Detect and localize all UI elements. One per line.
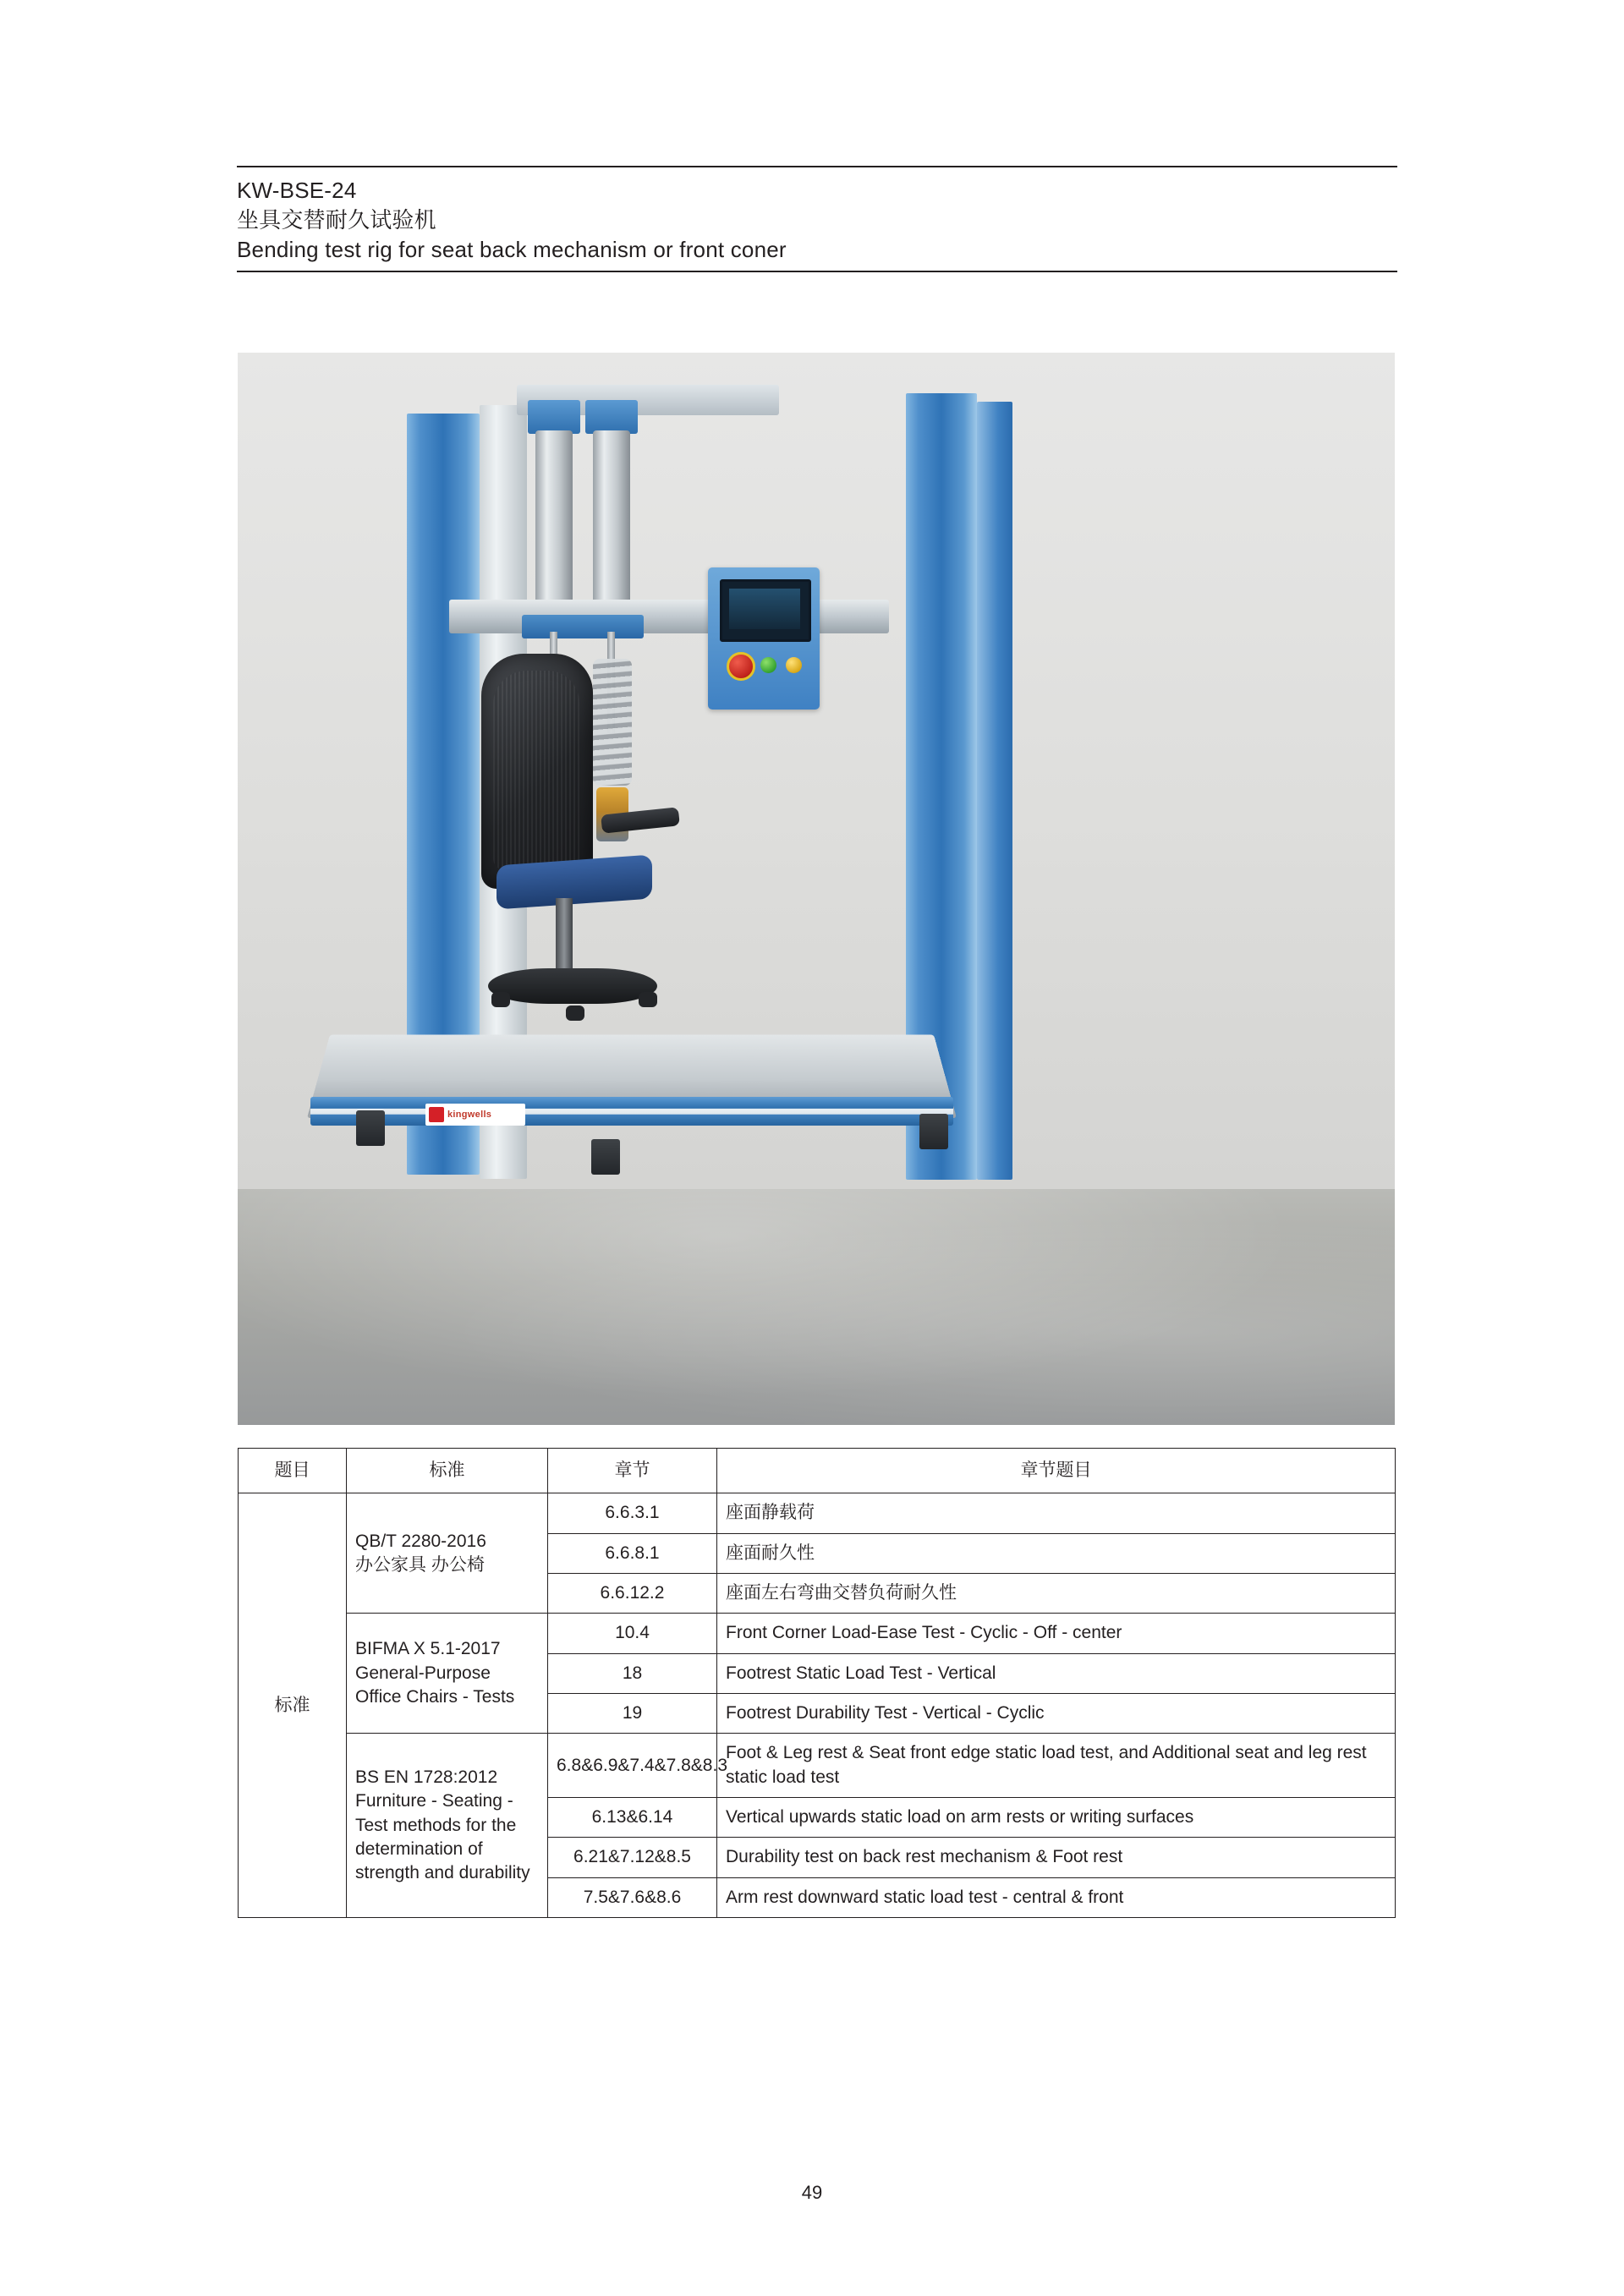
clause-number: 6.6.3.1 (548, 1493, 717, 1533)
test-chair-base (488, 968, 657, 1004)
clause-title: 座面左右弯曲交替负荷耐久性 (717, 1574, 1396, 1614)
row-label-standard: 标准 (239, 1493, 347, 1918)
chair-caster (491, 992, 510, 1007)
clause-title: Vertical upwards static load on arm rests or writing surfaces (717, 1798, 1396, 1838)
table-row (239, 1614, 1396, 1653)
test-chair-backrest (481, 654, 593, 889)
control-panel (708, 567, 820, 710)
page-header (237, 166, 1397, 272)
machine-base-edge (310, 1097, 953, 1126)
clause-title: 座面静载荷 (717, 1493, 1396, 1533)
product-photo (238, 353, 1395, 1425)
header-cell-clause: 章节 (548, 1449, 717, 1493)
clause-number: 6.13&6.14 (548, 1798, 717, 1838)
clause-title: Front Corner Load-Ease Test - Cyclic - Off - center (717, 1614, 1396, 1653)
table-header-row (239, 1449, 1396, 1493)
cylinder-head-left (528, 400, 580, 434)
test-chair-gas-lift (556, 898, 573, 979)
start-button[interactable] (760, 657, 776, 673)
brand-logo (425, 1104, 525, 1126)
cylinder-head-right (585, 400, 638, 434)
clause-title: Footrest Durability Test - Vertical - Cyclic (717, 1694, 1396, 1734)
clause-number: 6.8&6.9&7.4&7.8&8.3 (548, 1734, 717, 1798)
pneumatic-cylinder-left (535, 430, 573, 625)
standard-name-bifma: BIFMA X 5.1-2017 General-Purpose Office Chairs - Tests (347, 1614, 548, 1734)
clause-title: Foot & Leg rest & Seat front edge static load test, and Additional seat and leg rest static load test (717, 1734, 1396, 1798)
reset-button[interactable] (786, 657, 802, 673)
header-text-block (237, 167, 1397, 271)
standard-name-qbt (347, 1493, 548, 1614)
leveling-foot (356, 1110, 385, 1146)
standard-line: QB/T 2280-2016 (355, 1531, 486, 1551)
standard-line: 办公家具 办公椅 (355, 1554, 485, 1575)
photo-floor-reflection (238, 1189, 1395, 1425)
model-code: KW-BSE-24 (237, 178, 357, 203)
header-cell-clause-title: 章节题目 (717, 1449, 1396, 1493)
clause-number: 19 (548, 1694, 717, 1734)
clause-number: 7.5&7.6&8.6 (548, 1877, 717, 1917)
standard-name-bsen: BS EN 1728:2012 Furniture - Seating - Test methods for the determination of strength and durability (347, 1734, 548, 1918)
clause-title: Footrest Static Load Test - Vertical (717, 1653, 1396, 1693)
emergency-stop-button[interactable] (727, 652, 755, 681)
header-rule-bottom (237, 271, 1397, 272)
table-row (239, 1493, 1396, 1533)
header-cell-topic: 题目 (239, 1449, 347, 1493)
clause-title: Arm rest downward static load test - central & front (717, 1877, 1396, 1917)
leveling-foot (919, 1114, 948, 1149)
machine-cross-beam (449, 600, 889, 633)
clause-number: 6.6.8.1 (548, 1533, 717, 1573)
chair-caster (566, 1006, 584, 1021)
pneumatic-cylinder-right (593, 430, 630, 625)
title-chinese: 坐具交替耐久试验机 (237, 206, 436, 233)
clause-number: 6.6.12.2 (548, 1574, 717, 1614)
clause-number: 6.21&7.12&8.5 (548, 1838, 717, 1877)
clause-number: 18 (548, 1653, 717, 1693)
standards-table (238, 1448, 1396, 1918)
title-english: Bending test rig for seat back mechanism or front coner (237, 236, 787, 262)
header-cell-standard: 标准 (347, 1449, 548, 1493)
clause-number: 10.4 (548, 1614, 717, 1653)
clause-title: 座面耐久性 (717, 1533, 1396, 1573)
hmi-touchscreen (720, 579, 811, 642)
leveling-foot (591, 1139, 620, 1175)
standards-table-wrapper (238, 1448, 1395, 1918)
page-number: 49 (801, 2182, 823, 2203)
clause-title: Durability test on back rest mechanism & Foot rest (717, 1838, 1396, 1877)
load-spring (593, 659, 632, 786)
machine-right-rail (977, 402, 1012, 1180)
table-row (239, 1734, 1396, 1798)
logo-text: kingwells (447, 1110, 492, 1120)
chair-caster (639, 992, 657, 1007)
logo-mark-icon (429, 1107, 444, 1122)
